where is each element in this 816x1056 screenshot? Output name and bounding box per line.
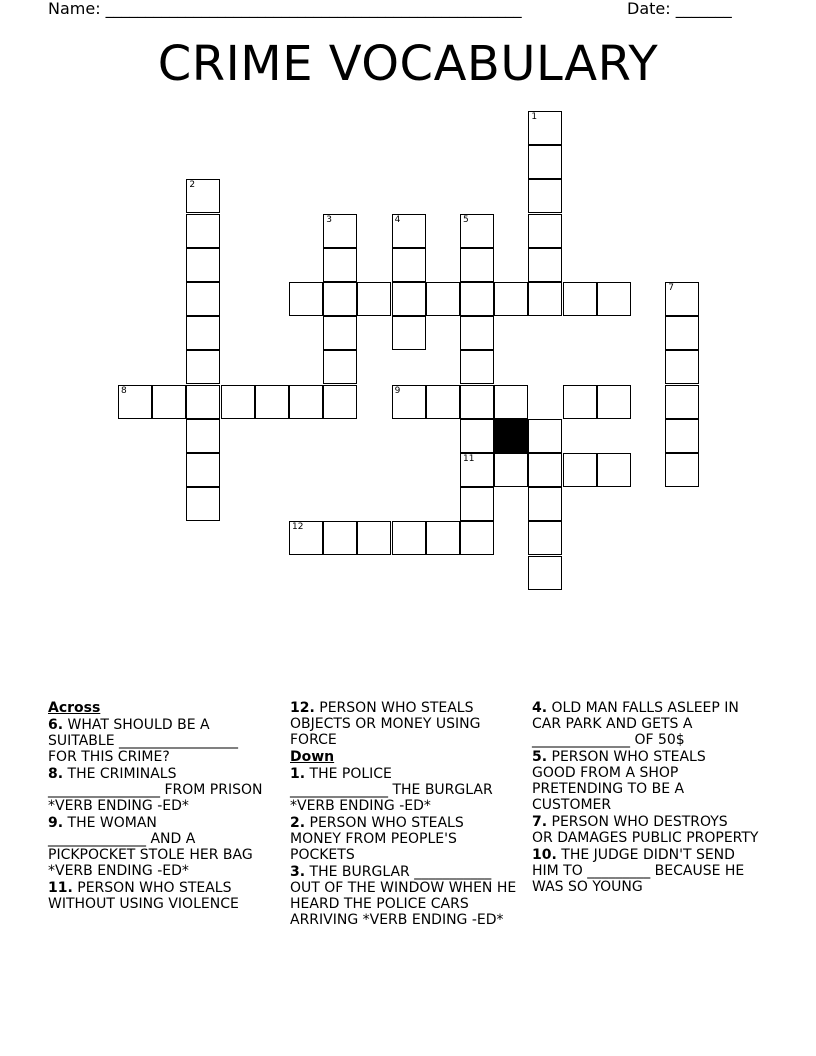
clue-number-label: 7 bbox=[668, 283, 674, 293]
clue-number-label: 5 bbox=[463, 214, 469, 225]
grid-cell[interactable] bbox=[494, 453, 528, 487]
clue-number-label: 1 bbox=[531, 112, 538, 122]
clues-column-3 bbox=[532, 700, 767, 896]
grid-cell[interactable] bbox=[460, 214, 494, 248]
grid-cell[interactable] bbox=[528, 487, 562, 521]
grid-cell[interactable] bbox=[460, 487, 494, 521]
grid-cell[interactable] bbox=[392, 385, 426, 419]
clue-number-label: 2 bbox=[189, 180, 196, 191]
grid-cell[interactable] bbox=[392, 316, 426, 350]
grid-cell[interactable] bbox=[186, 316, 220, 350]
clue-number: 11. bbox=[48, 880, 73, 896]
grid-cell[interactable] bbox=[528, 521, 562, 555]
grid-cell[interactable] bbox=[528, 556, 562, 590]
grid-cell[interactable] bbox=[186, 248, 220, 282]
grid-cell[interactable] bbox=[323, 521, 357, 555]
grid-cell[interactable] bbox=[563, 385, 597, 419]
grid-cell[interactable] bbox=[186, 179, 220, 213]
grid-cell[interactable] bbox=[392, 282, 426, 316]
grid-cell[interactable] bbox=[186, 350, 220, 384]
clue-number: 12. bbox=[290, 700, 315, 716]
grid-cell[interactable] bbox=[186, 487, 220, 521]
grid-cell[interactable] bbox=[528, 179, 562, 213]
clue-text: OLD MAN FALLS ASLEEP IN CAR PARK AND GETS A ______________ OF 50$ bbox=[532, 700, 739, 748]
grid-cell[interactable] bbox=[460, 419, 494, 453]
grid-cell[interactable] bbox=[494, 385, 528, 419]
page-title: CRIME VOCABULARY bbox=[157, 36, 659, 92]
grid-cell[interactable] bbox=[289, 385, 323, 419]
clue-number: 7. bbox=[532, 814, 548, 830]
clue-number-label: 4 bbox=[394, 214, 401, 225]
clue-text: THE POLICE ______________ THE BURGLAR *VERB ENDING -ED* bbox=[290, 766, 493, 814]
clue-number-label: 9 bbox=[394, 385, 401, 396]
grid-cell[interactable] bbox=[528, 282, 562, 316]
clue-number: 4. bbox=[532, 700, 548, 716]
clue-down-4 bbox=[532, 700, 767, 748]
grid-cell[interactable] bbox=[323, 282, 357, 316]
clue-text: PERSON WHO STEALS OBJECTS OR MONEY USING FORCE bbox=[290, 700, 481, 748]
clue-number: 8. bbox=[48, 766, 64, 782]
clue-text: THE JUDGE DIDN'T SEND HIM TO _________ BECAUSE HE WAS SO YOUNG bbox=[532, 847, 745, 895]
clue-number-label: 3 bbox=[326, 214, 332, 225]
grid-cell[interactable] bbox=[665, 419, 699, 453]
down-heading: Down bbox=[290, 749, 335, 765]
clue-text: PERSON WHO STEALS MONEY FROM PEOPLE'S POCKETS bbox=[290, 815, 464, 863]
clue-number-label: 8 bbox=[121, 385, 127, 396]
clue-across-12 bbox=[290, 700, 525, 748]
grid-cell[interactable] bbox=[186, 419, 220, 453]
grid-cell[interactable] bbox=[323, 350, 357, 384]
grid-cell[interactable] bbox=[563, 282, 597, 316]
grid-cell[interactable] bbox=[665, 350, 699, 384]
grid-cell[interactable] bbox=[152, 385, 186, 419]
clue-down-7 bbox=[532, 814, 767, 846]
grid-cell[interactable] bbox=[460, 453, 494, 487]
clue-number: 9. bbox=[48, 815, 64, 831]
grid-cell[interactable] bbox=[357, 521, 391, 555]
clue-number: 1. bbox=[290, 766, 306, 782]
clue-number: 3. bbox=[290, 864, 306, 880]
date-field: Date: _______ bbox=[627, 0, 732, 18]
grid-cell[interactable] bbox=[289, 521, 323, 555]
grid-cell[interactable] bbox=[528, 214, 562, 248]
grid-cell[interactable] bbox=[186, 385, 220, 419]
clue-across-8 bbox=[48, 766, 283, 814]
clue-down-5 bbox=[532, 749, 767, 813]
grid-cell[interactable] bbox=[392, 521, 426, 555]
grid-cell[interactable] bbox=[186, 453, 220, 487]
clue-down-3 bbox=[290, 864, 525, 928]
grid-cell[interactable] bbox=[597, 282, 631, 316]
clue-text: THE BURGLAR ___________ OUT OF THE WINDOW WHEN HE HEARD THE POLICE CARS ARRIVING *VERB ENDING -ED* bbox=[290, 864, 517, 928]
clue-text: PERSON WHO STEALS GOOD FROM A SHOP PRETENDING TO BE A CUSTOMER bbox=[532, 749, 706, 813]
clue-number: 6. bbox=[48, 717, 64, 733]
grid-cell[interactable] bbox=[460, 248, 494, 282]
grid-cell[interactable] bbox=[528, 419, 562, 453]
clues-column-2 bbox=[290, 700, 525, 929]
clue-text: THE CRIMINALS ________________ FROM PRISON *VERB ENDING -ED* bbox=[48, 766, 263, 814]
grid-cell[interactable] bbox=[460, 282, 494, 316]
grid-cell[interactable] bbox=[665, 453, 699, 487]
grid-cell[interactable] bbox=[289, 282, 323, 316]
grid-cell[interactable] bbox=[426, 385, 460, 419]
grid-cell[interactable] bbox=[665, 385, 699, 419]
clues-column-1 bbox=[48, 700, 283, 913]
grid-cell[interactable] bbox=[528, 111, 562, 145]
grid-cell[interactable] bbox=[221, 385, 255, 419]
grid-cell[interactable] bbox=[323, 385, 357, 419]
grid-cell[interactable] bbox=[357, 282, 391, 316]
grid-cell[interactable] bbox=[494, 282, 528, 316]
grid-cell[interactable] bbox=[323, 248, 357, 282]
grid-cell[interactable] bbox=[186, 214, 220, 248]
grid-cell[interactable] bbox=[460, 521, 494, 555]
grid-cell[interactable] bbox=[665, 316, 699, 350]
grid-cell[interactable] bbox=[392, 214, 426, 248]
clue-number-label: 11 bbox=[463, 454, 475, 464]
grid-cell[interactable] bbox=[528, 145, 562, 179]
black-cell bbox=[494, 419, 528, 453]
clue-down-10 bbox=[532, 847, 767, 895]
clue-down-2 bbox=[290, 815, 525, 863]
clue-across-9 bbox=[48, 815, 283, 879]
grid-cell[interactable] bbox=[426, 521, 460, 555]
across-heading: Across bbox=[48, 700, 101, 716]
name-field: Name: ____________________________________________________ bbox=[48, 0, 522, 18]
clue-across-6 bbox=[48, 717, 283, 765]
grid-cell[interactable] bbox=[460, 350, 494, 384]
clue-across-11 bbox=[48, 880, 283, 912]
clue-text: WHAT SHOULD BE A SUITABLE _________________ FOR THIS CRIME? bbox=[48, 717, 239, 765]
grid-cell[interactable] bbox=[528, 453, 562, 487]
grid-cell[interactable] bbox=[665, 282, 699, 316]
grid-cell[interactable] bbox=[528, 248, 562, 282]
clue-number: 10. bbox=[532, 847, 557, 863]
clue-number: 2. bbox=[290, 815, 306, 831]
grid-cell[interactable] bbox=[255, 385, 289, 419]
grid-cell[interactable] bbox=[392, 248, 426, 282]
grid-cell[interactable] bbox=[563, 453, 597, 487]
grid-cell[interactable] bbox=[460, 385, 494, 419]
grid-cell[interactable] bbox=[118, 385, 152, 419]
clue-down-1 bbox=[290, 766, 525, 814]
grid-cell[interactable] bbox=[597, 453, 631, 487]
clue-number-label: 12 bbox=[292, 522, 304, 533]
clue-number: 5. bbox=[532, 749, 548, 765]
clue-text: PERSON WHO STEALS WITHOUT USING VIOLENCE bbox=[48, 880, 239, 912]
grid-cell[interactable] bbox=[186, 282, 220, 316]
clue-text: PERSON WHO DESTROYS OR DAMAGES PUBLIC PROPERTY bbox=[532, 814, 759, 846]
grid-cell[interactable] bbox=[460, 316, 494, 350]
grid-cell[interactable] bbox=[323, 316, 357, 350]
grid-cell[interactable] bbox=[323, 214, 357, 248]
clue-text: THE WOMAN ______________ AND A PICKPOCKET STOLE HER BAG *VERB ENDING -ED* bbox=[48, 815, 253, 879]
grid-cell[interactable] bbox=[426, 282, 460, 316]
grid-cell[interactable] bbox=[597, 385, 631, 419]
